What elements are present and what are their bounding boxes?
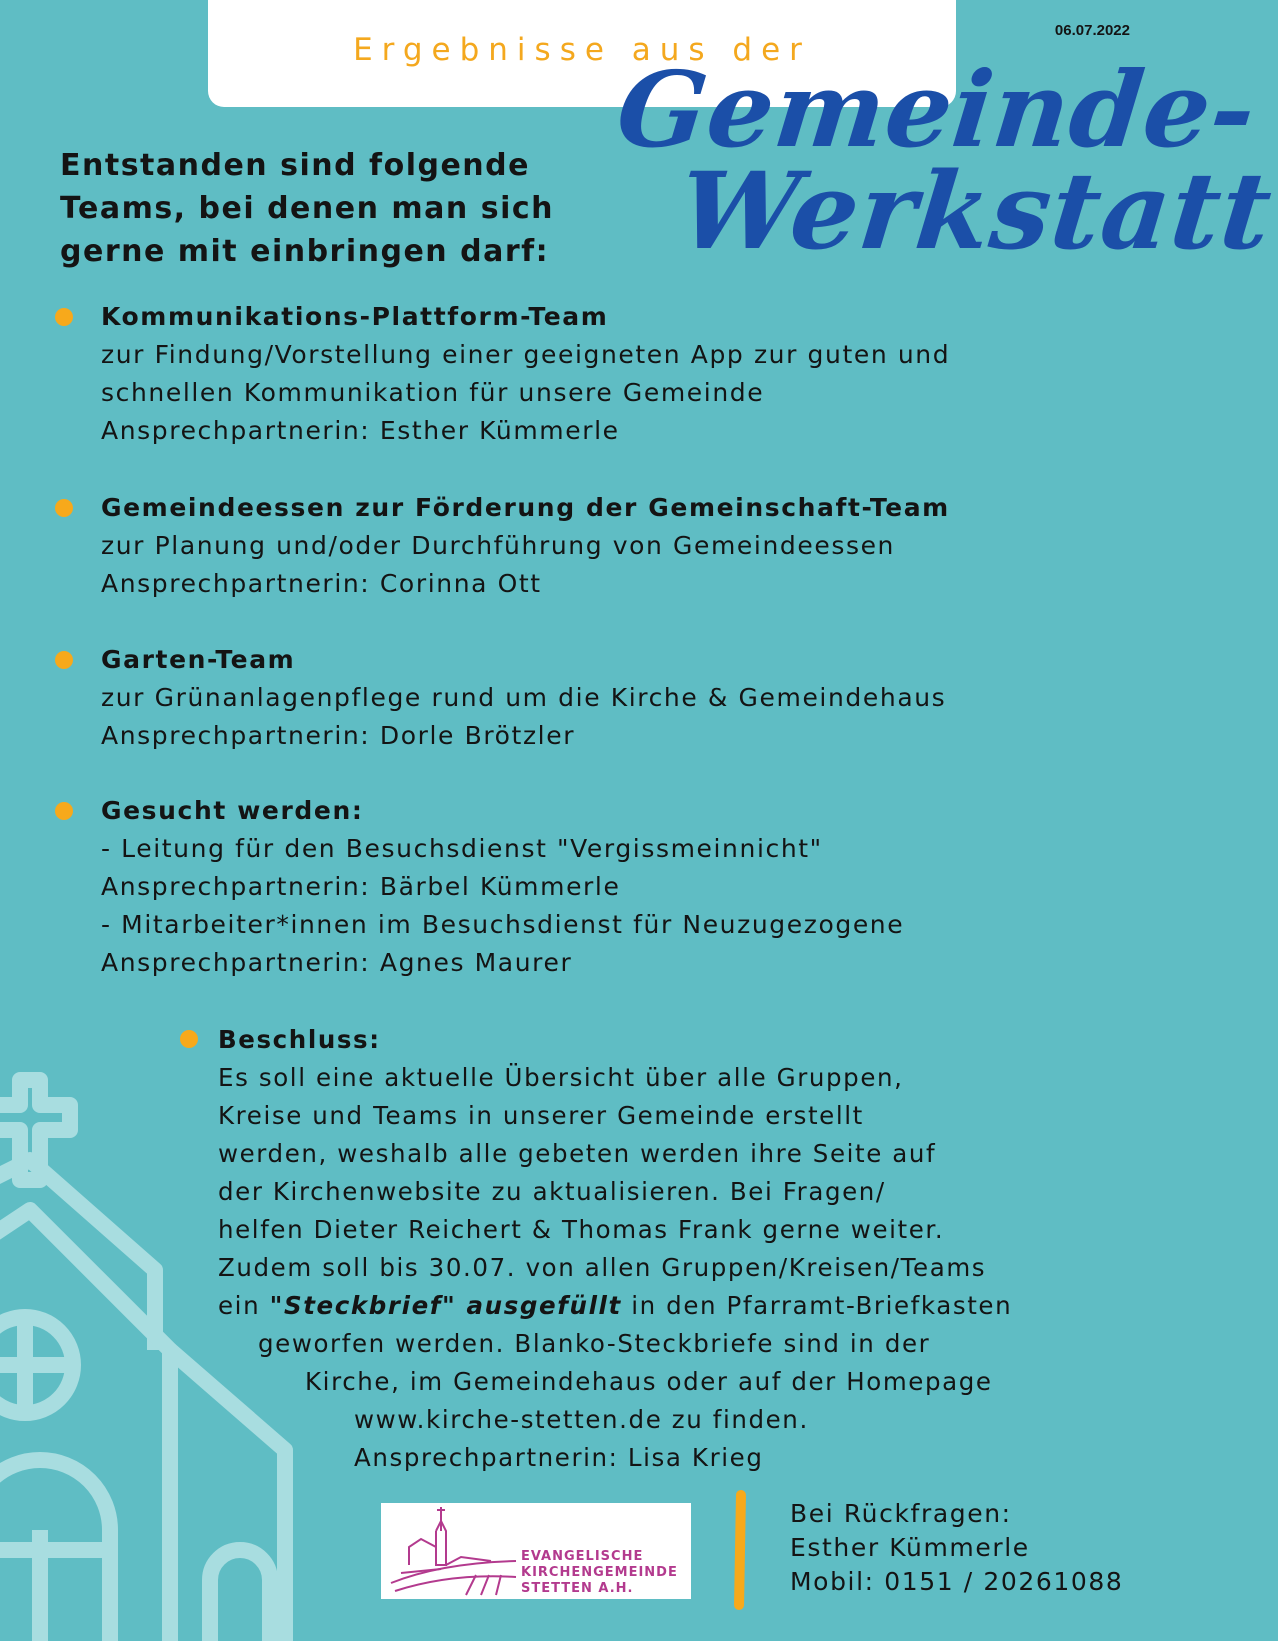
church-logo bbox=[381, 1503, 691, 1599]
beschluss-block bbox=[218, 1021, 1012, 1477]
list-bullet bbox=[180, 1030, 198, 1048]
list-bullet bbox=[55, 308, 73, 326]
contact-block bbox=[790, 1497, 1123, 1599]
beschluss-line: www.kirche-stetten.de zu finden. bbox=[354, 1405, 809, 1434]
logo-line: EVANGELISCHE bbox=[521, 1549, 644, 1564]
item-title: Kommunikations-Plattform-Team bbox=[101, 302, 609, 331]
page-title-line1: Gemeinde- bbox=[611, 48, 1262, 171]
beschluss-line: Kreise und Teams in unserer Gemeinde erstellt bbox=[218, 1101, 864, 1130]
item-line: schnellen Kommunikation für unsere Gemeinde bbox=[101, 378, 765, 407]
beschluss-text: in den Pfarramt-Briefkasten bbox=[621, 1291, 1013, 1320]
item-line: zur Grünanlagenpflege rund um die Kirche & Gemeindehaus bbox=[101, 683, 947, 712]
beschluss-line: helfen Dieter Reichert & Thomas Frank gerne weiter. bbox=[218, 1215, 945, 1244]
item-line: Ansprechpartnerin: Dorle Brötzler bbox=[101, 721, 576, 750]
item-line: Ansprechpartnerin: Esther Kümmerle bbox=[101, 416, 620, 445]
page-title bbox=[611, 40, 1278, 290]
logo-line: KIRCHENGEMEINDE bbox=[521, 1565, 678, 1580]
beschluss-text: ein bbox=[218, 1291, 270, 1320]
item-title: Gemeindeessen zur Förderung der Gemeinschaft-Team bbox=[101, 493, 950, 522]
header-subtitle: Ergebnisse aus der bbox=[353, 32, 811, 68]
item-title: Garten-Team bbox=[101, 645, 296, 674]
list-item bbox=[101, 792, 904, 982]
list-bullet bbox=[55, 499, 73, 517]
beschluss-line: der Kirchenwebsite zu aktualisieren. Bei Fragen/ bbox=[218, 1177, 886, 1206]
church-drawing-icon bbox=[381, 1503, 521, 1599]
item-line: - Leitung für den Besuchsdienst "Vergissmeinnicht" bbox=[101, 834, 823, 863]
item-title: Gesucht werden: bbox=[101, 796, 364, 825]
beschluss-line: Es soll eine aktuelle Übersicht über alle Gruppen, bbox=[218, 1063, 904, 1092]
list-item bbox=[101, 298, 950, 450]
contact-line: Bei Rückfragen: bbox=[790, 1499, 1012, 1528]
beschluss-line: Kirche, im Gemeindehaus oder auf der Homepage bbox=[305, 1367, 993, 1396]
item-line: - Mitarbeiter*innen im Besuchsdienst für Neuzugezogene bbox=[101, 910, 905, 939]
beschluss-title: Beschluss: bbox=[218, 1025, 381, 1054]
logo-text bbox=[521, 1549, 678, 1597]
list-bullet bbox=[55, 651, 73, 669]
beschluss-line: Ansprechpartnerin: Lisa Krieg bbox=[354, 1443, 764, 1472]
beschluss-line bbox=[218, 1287, 1012, 1325]
list-item bbox=[101, 641, 946, 755]
list-item bbox=[101, 489, 950, 603]
date-label: 06.07.2022 bbox=[1054, 22, 1130, 39]
item-line: Ansprechpartnerin: Corinna Ott bbox=[101, 569, 542, 598]
item-line: Ansprechpartnerin: Bärbel Kümmerle bbox=[101, 872, 621, 901]
beschluss-line: geworfen werden. Blanko-Steckbriefe sind in der bbox=[258, 1329, 931, 1358]
contact-line: Esther Kümmerle bbox=[790, 1533, 1030, 1562]
item-line: Ansprechpartnerin: Agnes Maurer bbox=[101, 948, 573, 977]
page-title-line2: Werkstatt bbox=[673, 148, 1278, 273]
divider bbox=[734, 1490, 746, 1610]
beschluss-line: Zudem soll bis 30.07. von allen Gruppen/Kreisen/Teams bbox=[218, 1253, 987, 1282]
intro-text: Entstanden sind folgende Teams, bei denen man sich gerne mit einbringen darf: bbox=[60, 148, 554, 269]
item-line: zur Findung/Vorstellung einer geeigneten App zur guten und bbox=[101, 340, 951, 369]
item-line: zur Planung und/oder Durchführung von Gemeindeessen bbox=[101, 531, 895, 560]
contact-line: Mobil: 0151 / 20261088 bbox=[790, 1567, 1124, 1596]
beschluss-line: werden, weshalb alle gebeten werden ihre Seite auf bbox=[218, 1139, 937, 1168]
logo-line: STETTEN A.H. bbox=[521, 1581, 634, 1596]
steckbrief-emphasis: "Steckbrief" ausgefüllt bbox=[269, 1291, 622, 1320]
list-bullet bbox=[55, 802, 73, 820]
